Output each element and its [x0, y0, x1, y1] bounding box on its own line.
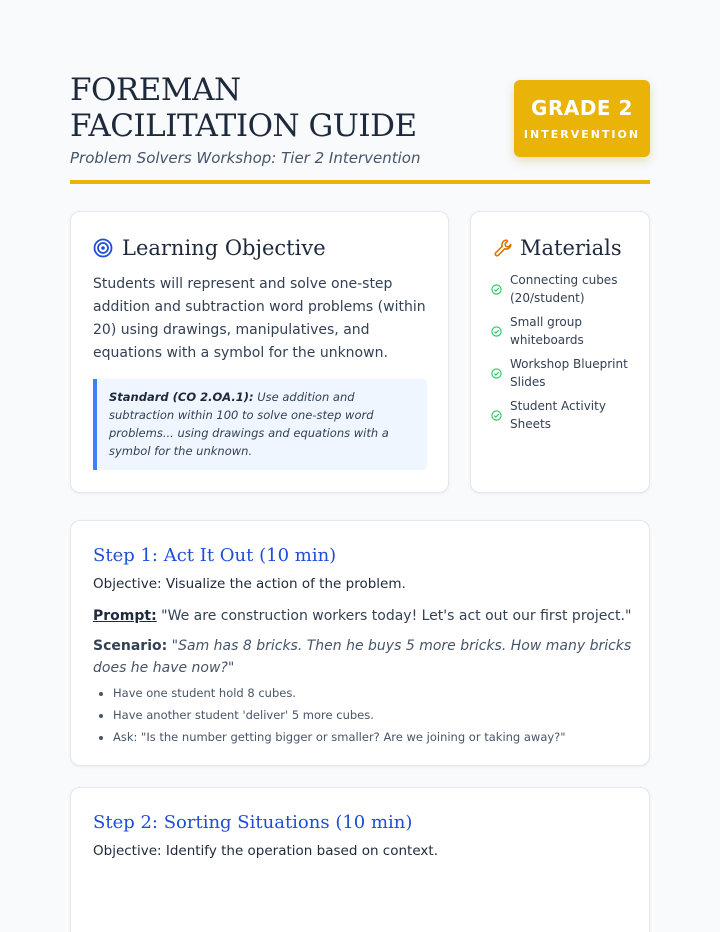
list-item — [491, 272, 641, 307]
scenario-label: Scenario: — [93, 638, 168, 654]
standard-label: Standard (CO 2.OA.1): — [109, 390, 254, 404]
learning-objective-header — [93, 236, 326, 260]
step-1-bullets — [113, 685, 623, 751]
scenario-text: "Sam has 8 bricks. Then he buys 5 more bricks. How many bricks does he have now?" — [93, 638, 632, 676]
step-2-title: Step 2: Sorting Situations (10 min) — [93, 812, 413, 833]
standard-text: Use addition and subtraction within 100 to solve one-step word problems... using drawings and equations with a symbol for the unknown. — [109, 390, 389, 458]
learning-objective-card — [70, 211, 449, 493]
step-1-title: Step 1: Act It Out (10 min) — [93, 545, 337, 566]
learning-objective-text: Students will represent and solve one-step addition and subtraction word problems (within 20) using drawings, manipulatives, and equations with a symbol for the unknown. — [93, 276, 426, 361]
check-circle-icon — [491, 410, 502, 421]
list-item — [491, 314, 641, 349]
material-label: Student Activity Sheets — [510, 399, 606, 431]
list-item: • Have one student hold 8 cubes. — [113, 685, 623, 701]
intervention-label: INTERVENTION — [523, 128, 641, 141]
material-label: Connecting cubes (20/student) — [510, 273, 618, 305]
prompt-text: "We are construction workers today! Let's act out our first project." — [161, 608, 632, 624]
step-2-objective: Objective: Identify the operation based on context. — [93, 843, 438, 859]
prompt-label: Prompt: — [93, 608, 157, 624]
step-2-card — [70, 787, 650, 932]
grade-label: GRADE 2 — [531, 96, 633, 120]
header-divider — [70, 180, 650, 184]
list-item: • Ask: "Is the number getting bigger or smaller? Are we joining or taking away?" — [113, 729, 623, 745]
materials-card — [470, 211, 650, 493]
standard-callout — [93, 379, 427, 470]
wrench-icon — [493, 238, 513, 258]
target-icon — [93, 238, 113, 258]
list-item: • Have another student 'deliver' 5 more cubes. — [113, 707, 623, 723]
step-1-prompt — [93, 608, 633, 624]
check-circle-icon — [491, 326, 502, 337]
grade-badge — [514, 80, 650, 157]
check-circle-icon — [491, 284, 502, 295]
learning-objective-title: Learning Objective — [122, 236, 326, 260]
material-label: Small group whiteboards — [510, 315, 584, 347]
material-label: Workshop Blueprint Slides — [510, 357, 628, 389]
materials-list — [491, 272, 641, 440]
list-item — [491, 398, 641, 433]
list-item — [491, 356, 641, 391]
page-subtitle: Problem Solvers Workshop: Tier 2 Intervention — [70, 149, 421, 167]
materials-title: Materials — [520, 236, 622, 260]
step-1-objective: Objective: Visualize the action of the problem. — [93, 576, 406, 592]
step-1-scenario — [93, 635, 633, 679]
page-title: FOREMAN FACILITATION GUIDE — [70, 72, 417, 144]
check-circle-icon — [491, 368, 502, 379]
materials-header — [493, 236, 622, 260]
step-1-card — [70, 520, 650, 766]
